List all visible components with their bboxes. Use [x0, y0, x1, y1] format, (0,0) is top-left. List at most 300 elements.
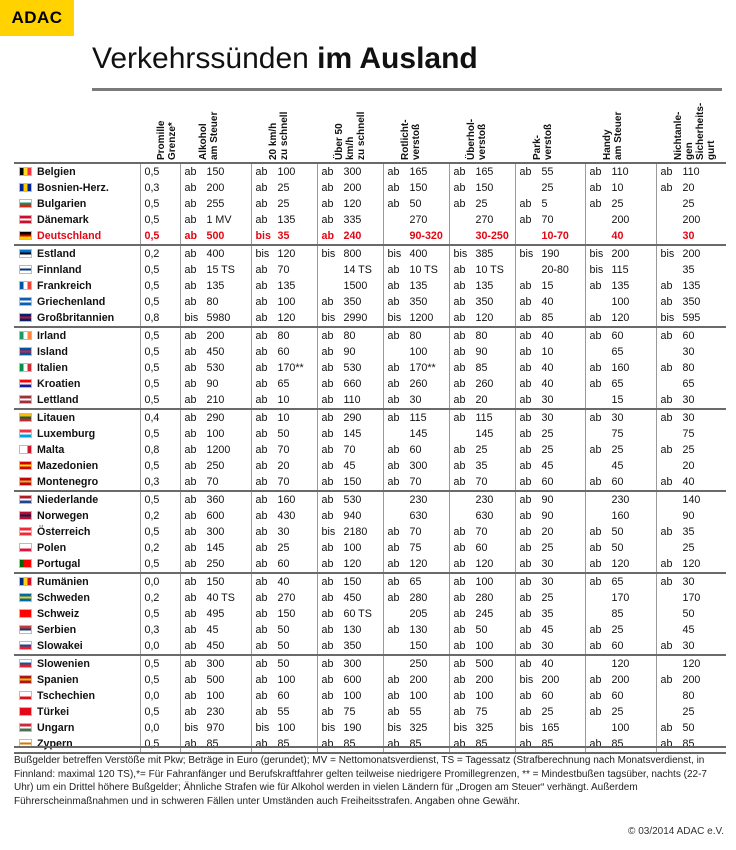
fine-cell — [449, 327, 515, 344]
fine-value: 230 — [206, 706, 225, 718]
fine-cell — [251, 622, 317, 638]
country-cell — [14, 426, 140, 442]
fine-cell — [383, 655, 449, 672]
fine-cell — [656, 196, 726, 212]
fine-cell — [317, 720, 383, 736]
fine-value: 120 — [277, 312, 296, 324]
column-header-label: Über 50 km/h zu schnell — [334, 111, 367, 160]
fine-prefix: ab — [453, 460, 466, 472]
fine-value: 100 — [611, 296, 630, 308]
fine-value: 120 — [475, 312, 494, 324]
fine-value: 1200 — [409, 312, 434, 324]
fine-cell — [251, 655, 317, 672]
fine-prefix: ab — [387, 690, 400, 702]
fine-value: 40 — [541, 658, 554, 670]
fine-cell — [317, 180, 383, 196]
country-cell — [14, 606, 140, 622]
table-row — [14, 327, 726, 344]
fine-value: 200 — [475, 674, 494, 686]
country-name: Zypern — [37, 738, 73, 750]
country-cell — [14, 655, 140, 672]
fine-value: 970 — [206, 722, 225, 734]
fine-prefix: ab — [387, 182, 400, 194]
fine-cell — [656, 344, 726, 360]
fine-value: 25 — [682, 444, 695, 456]
fine-prefix: ab — [589, 412, 602, 424]
fine-cell — [449, 688, 515, 704]
fine-value: 360 — [206, 494, 225, 506]
fine-value: 15 — [541, 280, 554, 292]
fine-value: 120 — [611, 658, 630, 670]
fine-prefix: ab — [184, 494, 197, 506]
fine-value: 160 — [277, 494, 296, 506]
fine-value: 280 — [409, 592, 428, 604]
fine-value: 165 — [541, 722, 560, 734]
fine-cell — [449, 590, 515, 606]
fine-prefix: ab — [519, 658, 532, 670]
fine-value: 60 — [541, 690, 554, 702]
fine-value: 630 — [475, 510, 494, 522]
fine-prefix: ab — [321, 346, 334, 358]
country-cell — [14, 245, 140, 262]
fine-prefix: ab — [321, 394, 334, 406]
table-row — [14, 573, 726, 590]
fine-value: 200 — [409, 674, 428, 686]
fine-cell — [656, 294, 726, 310]
fine-value: 120 — [682, 558, 701, 570]
promille-cell: 0,5 — [140, 606, 180, 622]
flag-icon — [19, 297, 32, 306]
fine-cell — [515, 196, 585, 212]
fine-value: 85 — [611, 608, 624, 620]
fine-value: 25 — [277, 198, 290, 210]
flag-icon — [19, 429, 32, 438]
table-row — [14, 426, 726, 442]
fine-prefix: ab — [589, 690, 602, 702]
fine-cell — [180, 278, 251, 294]
fine-value: 85 — [682, 738, 695, 750]
fine-prefix: ab — [589, 362, 602, 374]
fine-value: 255 — [206, 198, 225, 210]
fine-cell — [449, 540, 515, 556]
fine-prefix: ab — [184, 526, 197, 538]
fine-value: 90 — [475, 346, 488, 358]
fine-value: 30 — [682, 394, 695, 406]
fine-prefix: ab — [255, 558, 268, 570]
table-row — [14, 720, 726, 736]
fine-prefix: ab — [184, 296, 197, 308]
fine-cell — [656, 310, 726, 327]
fine-prefix: ab — [184, 674, 197, 686]
fine-cell — [251, 688, 317, 704]
fine-value: 130 — [409, 624, 428, 636]
fine-cell — [515, 556, 585, 573]
fine-prefix: ab — [660, 640, 673, 652]
country-cell — [14, 344, 140, 360]
flag-icon — [19, 183, 32, 192]
fine-prefix: ab — [387, 592, 400, 604]
fine-value: 70 — [206, 476, 219, 488]
table-row — [14, 180, 726, 196]
fine-prefix: ab — [519, 362, 532, 374]
promille-cell: 0,0 — [140, 638, 180, 655]
fine-value: 60 — [611, 330, 624, 342]
fine-cell — [383, 606, 449, 622]
fine-value: 200 — [682, 214, 701, 226]
promille-cell: 0,0 — [140, 688, 180, 704]
fine-cell — [656, 212, 726, 228]
fine-value: 115 — [475, 412, 493, 424]
country-name: Türkei — [37, 706, 70, 718]
fine-cell — [180, 392, 251, 409]
fine-prefix: bis — [519, 248, 534, 260]
fine-prefix: ab — [184, 280, 197, 292]
fine-value: 130 — [343, 624, 362, 636]
promille-cell: 0,0 — [140, 573, 180, 590]
fine-value: 25 — [611, 444, 624, 456]
flag-icon — [19, 723, 32, 732]
fine-prefix: ab — [255, 738, 268, 750]
fine-prefix: ab — [453, 346, 466, 358]
fine-prefix: ab — [184, 182, 197, 194]
fine-value: 100 — [343, 690, 362, 702]
country-cell — [14, 720, 140, 736]
country-name: Estland — [37, 248, 76, 260]
fine-cell — [383, 704, 449, 720]
country-cell — [14, 638, 140, 655]
fine-prefix: ab — [255, 362, 268, 374]
fine-cell — [180, 262, 251, 278]
fine-value: 45 — [541, 460, 554, 472]
fine-cell — [251, 310, 317, 327]
fine-value: 50 — [277, 624, 290, 636]
fine-prefix: ab — [184, 394, 197, 406]
fine-cell — [585, 474, 656, 491]
fine-value: 20 — [277, 460, 290, 472]
fine-value: 300 — [343, 658, 362, 670]
fine-value: 290 — [343, 412, 362, 424]
fine-prefix: bis — [660, 312, 675, 324]
fine-value: 1500 — [343, 280, 368, 292]
fine-cell — [251, 344, 317, 360]
fine-cell — [585, 442, 656, 458]
country-name: Deutschland — [37, 230, 102, 242]
fine-prefix: ab — [519, 214, 532, 226]
fine-prefix: ab — [255, 658, 268, 670]
fine-cell — [449, 524, 515, 540]
fine-prefix: ab — [589, 576, 602, 588]
fine-prefix: ab — [255, 674, 268, 686]
country-cell — [14, 491, 140, 508]
fine-cell — [585, 458, 656, 474]
fine-prefix: ab — [321, 494, 334, 506]
fine-cell — [180, 327, 251, 344]
fine-value: 35 — [682, 264, 695, 276]
fine-cell — [180, 310, 251, 327]
country-name: Island — [37, 346, 68, 358]
fine-cell — [449, 573, 515, 590]
fine-cell — [180, 196, 251, 212]
fine-prefix: ab — [453, 706, 466, 718]
fine-prefix: ab — [453, 690, 466, 702]
flag-icon — [19, 347, 32, 356]
fine-value: 205 — [409, 608, 428, 620]
fine-value: 120 — [277, 248, 296, 260]
fine-value: 350 — [682, 296, 701, 308]
fine-cell — [515, 491, 585, 508]
fine-value: 200 — [206, 182, 225, 194]
fine-prefix: ab — [453, 394, 466, 406]
fine-prefix: ab — [387, 198, 400, 210]
fine-cell — [585, 688, 656, 704]
fine-prefix: ab — [184, 248, 197, 260]
fine-value: 30 — [682, 230, 695, 242]
fine-value: 150 — [409, 182, 428, 194]
fine-cell — [317, 638, 383, 655]
fine-prefix: ab — [453, 608, 466, 620]
fine-prefix: ab — [321, 214, 334, 226]
fine-cell — [585, 672, 656, 688]
fine-value: 145 — [206, 542, 225, 554]
fine-value: 110 — [682, 166, 700, 178]
fine-prefix: bis — [255, 230, 271, 242]
fine-prefix: ab — [660, 738, 673, 750]
fine-cell — [317, 491, 383, 508]
fine-prefix: ab — [255, 378, 268, 390]
column-header-label: Rotlicht- verstoß — [400, 119, 422, 160]
country-name: Ungarn — [37, 722, 75, 734]
flag-icon — [19, 659, 32, 668]
promille-cell: 0,5 — [140, 228, 180, 245]
fine-cell — [656, 606, 726, 622]
fine-prefix: bis — [519, 674, 534, 686]
fine-value: 150 — [206, 166, 225, 178]
promille-cell: 0,5 — [140, 278, 180, 294]
fine-cell — [656, 491, 726, 508]
flag-icon — [19, 313, 32, 322]
fine-cell — [251, 508, 317, 524]
country-name: Mazedonien — [37, 460, 99, 472]
country-cell — [14, 180, 140, 196]
fine-value: 600 — [343, 674, 362, 686]
fine-prefix: ab — [184, 542, 197, 554]
fine-prefix: ab — [321, 558, 334, 570]
fine-value: 85 — [475, 362, 488, 374]
flag-icon — [19, 593, 32, 602]
table-row — [14, 606, 726, 622]
table-row — [14, 376, 726, 392]
fine-value: 200 — [682, 674, 701, 686]
flag-icon — [19, 265, 32, 274]
fine-cell — [251, 278, 317, 294]
fine-prefix: ab — [255, 690, 268, 702]
fine-cell — [656, 556, 726, 573]
promille-cell: 0,5 — [140, 212, 180, 228]
table-row — [14, 228, 726, 245]
fine-cell — [656, 442, 726, 458]
fine-prefix: ab — [321, 166, 334, 178]
fine-cell — [180, 228, 251, 245]
fine-prefix: ab — [255, 312, 268, 324]
country-name: Norwegen — [37, 510, 89, 522]
fine-value: 80 — [206, 296, 219, 308]
fine-prefix: ab — [387, 378, 400, 390]
fine-cell — [585, 344, 656, 360]
fine-cell — [449, 245, 515, 262]
fine-prefix: ab — [589, 312, 602, 324]
flag-icon — [19, 379, 32, 388]
fine-value: 25 — [277, 182, 290, 194]
fine-prefix: ab — [519, 640, 532, 652]
fine-value: 300 — [409, 460, 428, 472]
fine-cell — [317, 474, 383, 491]
fine-cell — [449, 310, 515, 327]
fine-prefix: ab — [660, 412, 673, 424]
fine-prefix: ab — [321, 674, 334, 686]
fine-cell — [180, 556, 251, 573]
fine-prefix: ab — [387, 576, 400, 588]
fine-prefix: ab — [519, 738, 532, 750]
fine-cell — [383, 212, 449, 228]
fine-prefix: bis — [660, 248, 675, 260]
fine-value: 25 — [277, 542, 290, 554]
fine-value: 30 — [541, 640, 554, 652]
fine-cell — [449, 491, 515, 508]
fine-value: 135 — [277, 214, 296, 226]
promille-cell: 0,5 — [140, 556, 180, 573]
fine-cell — [383, 426, 449, 442]
promille-cell: 0,5 — [140, 458, 180, 474]
fine-cell — [180, 573, 251, 590]
country-name: Slowenien — [37, 658, 90, 670]
promille-cell: 0,4 — [140, 409, 180, 426]
fine-value: 40 — [541, 296, 554, 308]
fine-value: 60 — [277, 346, 290, 358]
fine-value: 50 — [277, 428, 290, 440]
fine-cell — [656, 540, 726, 556]
promille-cell: 0,5 — [140, 196, 180, 212]
fine-cell — [383, 442, 449, 458]
fine-value: 45 — [541, 624, 554, 636]
fine-prefix: ab — [255, 444, 268, 456]
flag-icon — [19, 445, 32, 454]
fine-prefix: ab — [589, 526, 602, 538]
fine-cell — [180, 655, 251, 672]
fine-cell — [317, 294, 383, 310]
fine-value: 80 — [682, 690, 695, 702]
fine-value: 20 — [682, 460, 695, 472]
fine-value: 450 — [343, 592, 362, 604]
fine-prefix: ab — [453, 412, 466, 424]
fine-cell — [317, 622, 383, 638]
fine-cell — [515, 672, 585, 688]
table-row — [14, 491, 726, 508]
fine-cell — [251, 196, 317, 212]
fine-value: 335 — [343, 214, 362, 226]
fine-value: 20-80 — [541, 264, 569, 276]
fine-value: 630 — [409, 510, 428, 522]
fine-cell — [449, 163, 515, 180]
fine-value: 120 — [611, 558, 630, 570]
fine-prefix: ab — [453, 674, 466, 686]
country-cell — [14, 524, 140, 540]
fine-value: 200 — [611, 674, 630, 686]
fine-cell — [383, 180, 449, 196]
fine-cell — [317, 409, 383, 426]
promille-cell: 0,5 — [140, 392, 180, 409]
fine-value: 75 — [343, 706, 356, 718]
fine-prefix: ab — [321, 428, 334, 440]
fine-value: 25 — [541, 706, 554, 718]
fine-prefix: ab — [184, 362, 197, 374]
country-cell — [14, 196, 140, 212]
fine-cell — [515, 212, 585, 228]
table-row — [14, 672, 726, 688]
fine-cell — [585, 508, 656, 524]
fine-prefix: ab — [184, 608, 197, 620]
fine-prefix: ab — [255, 394, 268, 406]
table-row — [14, 508, 726, 524]
fine-cell — [585, 704, 656, 720]
fine-cell — [251, 590, 317, 606]
fine-prefix: ab — [387, 296, 400, 308]
fine-cell — [656, 508, 726, 524]
fine-value: 25 — [682, 706, 695, 718]
country-cell — [14, 556, 140, 573]
flag-icon — [19, 625, 32, 634]
fine-cell — [383, 720, 449, 736]
fine-cell — [383, 245, 449, 262]
fine-cell — [585, 360, 656, 376]
fine-prefix: ab — [453, 592, 466, 604]
table-row — [14, 524, 726, 540]
fine-prefix: ab — [184, 558, 197, 570]
fine-cell — [656, 262, 726, 278]
fine-value: 200 — [343, 182, 362, 194]
fine-prefix: ab — [321, 690, 334, 702]
fine-prefix: ab — [184, 330, 197, 342]
country-name: Portugal — [37, 558, 81, 570]
fine-value: 430 — [277, 510, 296, 522]
fine-prefix: ab — [255, 428, 268, 440]
fine-prefix: ab — [184, 592, 197, 604]
title-bold: im Ausland — [317, 42, 478, 75]
fine-value: 500 — [206, 230, 225, 242]
fine-value: 100 — [277, 296, 296, 308]
fine-value: 350 — [409, 296, 428, 308]
fine-cell — [449, 458, 515, 474]
fine-value: 70 — [475, 526, 488, 538]
fine-prefix: ab — [453, 264, 466, 276]
footnote: Bußgelder betreffen Verstöße mit Pkw; Beträge in Euro (gerundet); MV = Nettomonatsverdienst, TS = Tagessatz (Strafberechnung nach Monatsverdienst, in Finnland: maximal 120 TS),*= Für Fahranfänger und Berufskraftfahrer gelten teilweise niedrigere Promillegrenzen, ** = Mindestbußen tagsüber, nachts (22-7 Uhr) um ein Drittel höhere Bußgelder; Ähnliche Strafen wie für Alkohol werden in vielen Ländern für „Drogen am Steuer“ verhängt. Außerdem Führerscheinmaßnahmen und in schweren Fällen unter Umständen auch Freiheitsstrafen. Angaben ohne Gewähr. — [14, 746, 726, 808]
fine-prefix: ab — [184, 624, 197, 636]
fine-prefix: ab — [184, 658, 197, 670]
fine-prefix: ab — [453, 576, 466, 588]
fine-cell — [515, 228, 585, 245]
fine-cell — [449, 606, 515, 622]
fine-cell — [251, 180, 317, 196]
fine-cell — [251, 556, 317, 573]
fine-cell — [585, 409, 656, 426]
fine-cell — [449, 704, 515, 720]
country-cell — [14, 163, 140, 180]
fine-value: 135 — [682, 280, 701, 292]
fine-prefix: ab — [255, 640, 268, 652]
fine-prefix: ab — [321, 608, 334, 620]
fine-value: 325 — [409, 722, 428, 734]
fine-value: 150 — [475, 182, 494, 194]
table-row — [14, 196, 726, 212]
